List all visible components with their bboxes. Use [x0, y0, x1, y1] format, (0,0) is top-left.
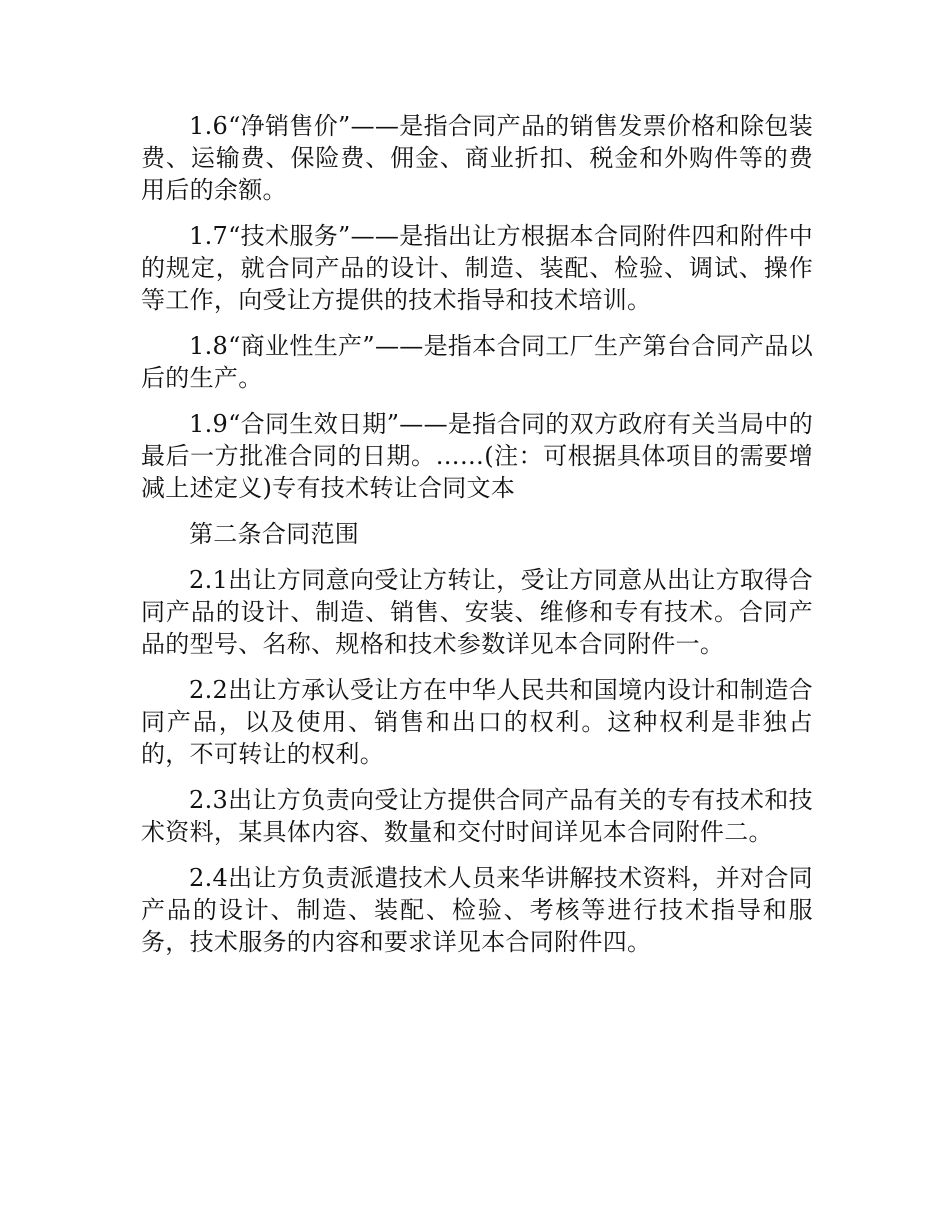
paragraph-2-4: 2.4出让方负责派遣技术人员来华讲解技术资料，并对合同产品的设计、制造、装配、检验、考核等进行技术指导和服务，技术服务的内容和要求详见本合同附件四。 [141, 864, 813, 956]
paragraph-1-7-technical-service: 1.7“技术服务”——是指出让方根据本合同附件四和附件中的规定，就合同产品的设计、制造、装配、检验、调试、操作等工作，向受让方提供的技术指导和技术培训。 [141, 222, 813, 314]
paragraph-2-1: 2.1出让方同意向受让方转让，受让方同意从出让方取得合同产品的设计、制造、销售、安装、维修和专有技术。合同产品的型号、名称、规格和技术参数详见本合同附件一。 [141, 566, 813, 658]
paragraph-1-9-effective-date: 1.9“合同生效日期”——是指合同的双方政府有关当局中的最后一方批准合同的日期。……(注：可根据具体项目的需要增减上述定义)专有技术转让合同文本 [141, 410, 813, 502]
paragraph-1-6-net-sales-price: 1.6“净销售价”——是指合同产品的销售发票价格和除包装费、运输费、保险费、佣金、商业折扣、税金和外购件等的费用后的余额。 [141, 112, 813, 204]
section-heading-contract-scope: 第二条合同范围 [189, 520, 360, 548]
paragraph-1-8-commercial-production: 1.8“商业性生产”——是指本合同工厂生产第台合同产品以后的生产。 [141, 332, 813, 392]
paragraph-2-2: 2.2出让方承认受让方在中华人民共和国境内设计和制造合同产品，以及使用、销售和出口的权利。这种权利是非独占的，不可转让的权利。 [141, 676, 813, 768]
document-body [141, 110, 813, 972]
paragraph-2-3: 2.3出让方负责向受让方提供合同产品有关的专有技术和技术资料，某具体内容、数量和交付时间详见本合同附件二。 [141, 786, 813, 846]
